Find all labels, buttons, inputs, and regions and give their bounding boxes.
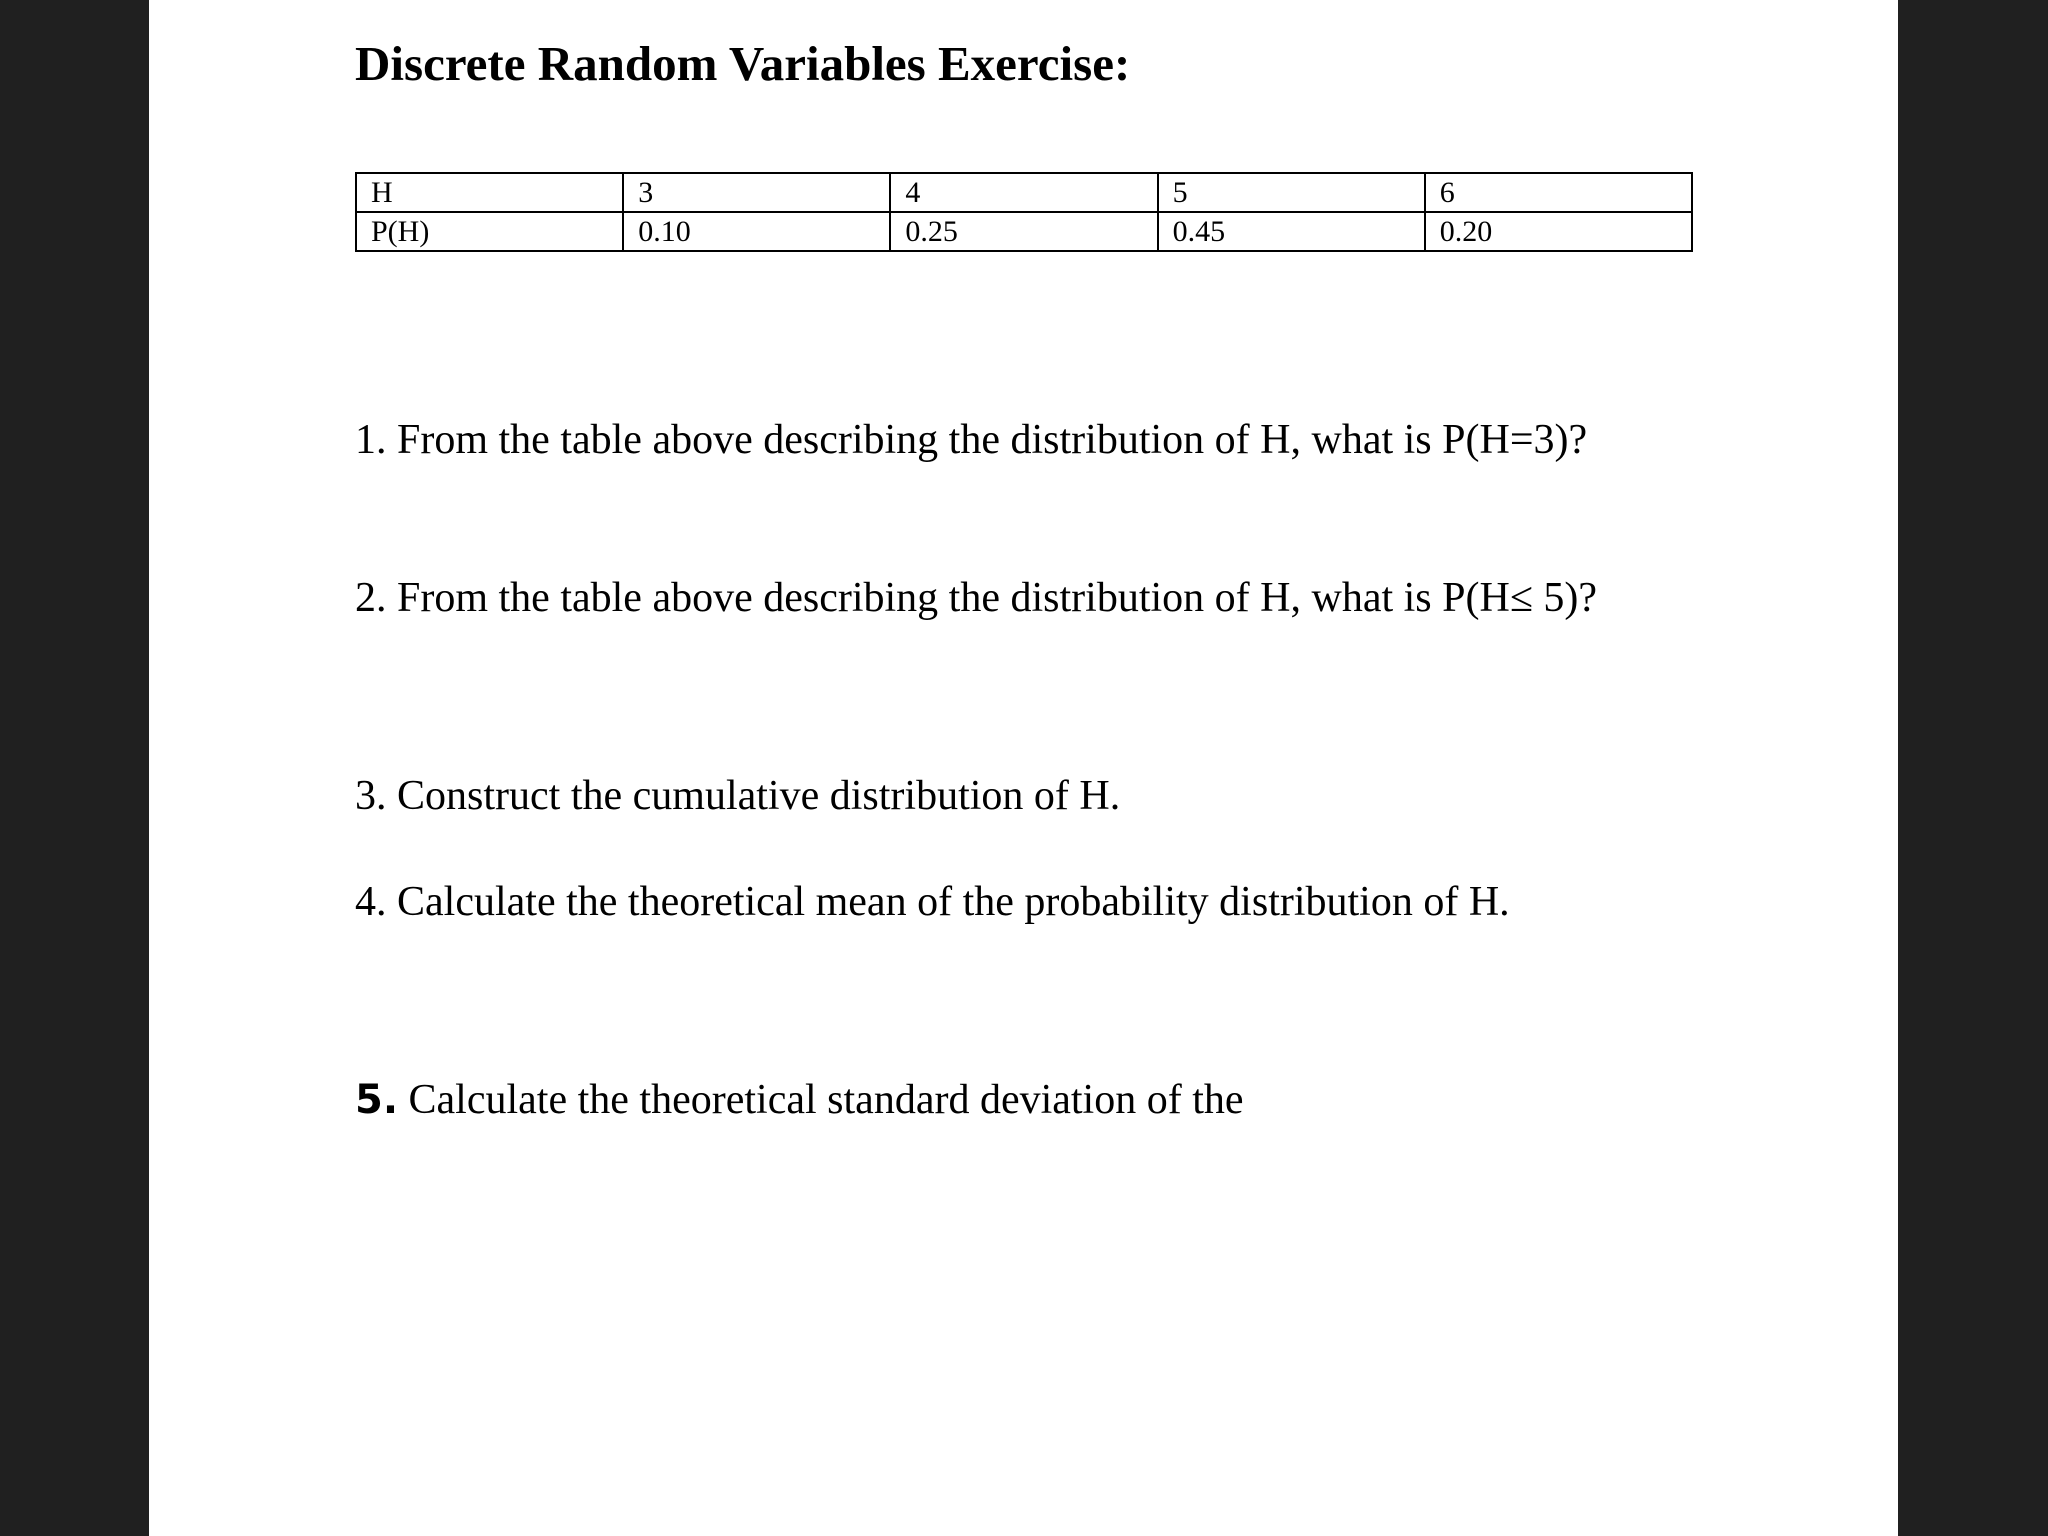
table-cell: 5 — [1158, 173, 1425, 212]
table-row — [356, 212, 1692, 251]
question-text: Construct the cumulative distribution of H. — [397, 773, 1121, 819]
question-4 — [355, 876, 1655, 929]
question-number: 5. — [355, 1077, 399, 1123]
document-page — [149, 0, 1898, 1536]
table-row — [356, 173, 1692, 212]
question-number: 4. — [355, 879, 387, 925]
question-text: From the table above describing the distribution of H, what is P(H=3)? — [397, 417, 1588, 463]
question-5 — [355, 1074, 1755, 1127]
table-header-cell: P(H) — [356, 212, 623, 251]
document-title: Discrete Random Variables Exercise: — [355, 36, 1131, 91]
question-text: From the table above describing the distribution of H, what is P(H≤ 5)? — [397, 575, 1597, 621]
question-3 — [355, 770, 1655, 823]
question-number: 2. — [355, 575, 387, 621]
table-cell: 3 — [623, 173, 890, 212]
question-number: 3. — [355, 773, 387, 819]
table-cell: 6 — [1425, 173, 1692, 212]
table-header-cell: H — [356, 173, 623, 212]
question-text: Calculate the theoretical standard deviation of the — [408, 1077, 1244, 1123]
table-cell: 0.20 — [1425, 212, 1692, 251]
question-text: Calculate the theoretical mean of the probability distribution of H. — [397, 879, 1510, 925]
distribution-table — [355, 172, 1693, 252]
question-1 — [355, 414, 1655, 467]
question-number: 1. — [355, 417, 387, 463]
table-cell: 0.10 — [623, 212, 890, 251]
table-cell: 4 — [890, 173, 1157, 212]
table-cell: 0.45 — [1158, 212, 1425, 251]
question-2 — [355, 572, 1655, 625]
table-cell: 0.25 — [890, 212, 1157, 251]
